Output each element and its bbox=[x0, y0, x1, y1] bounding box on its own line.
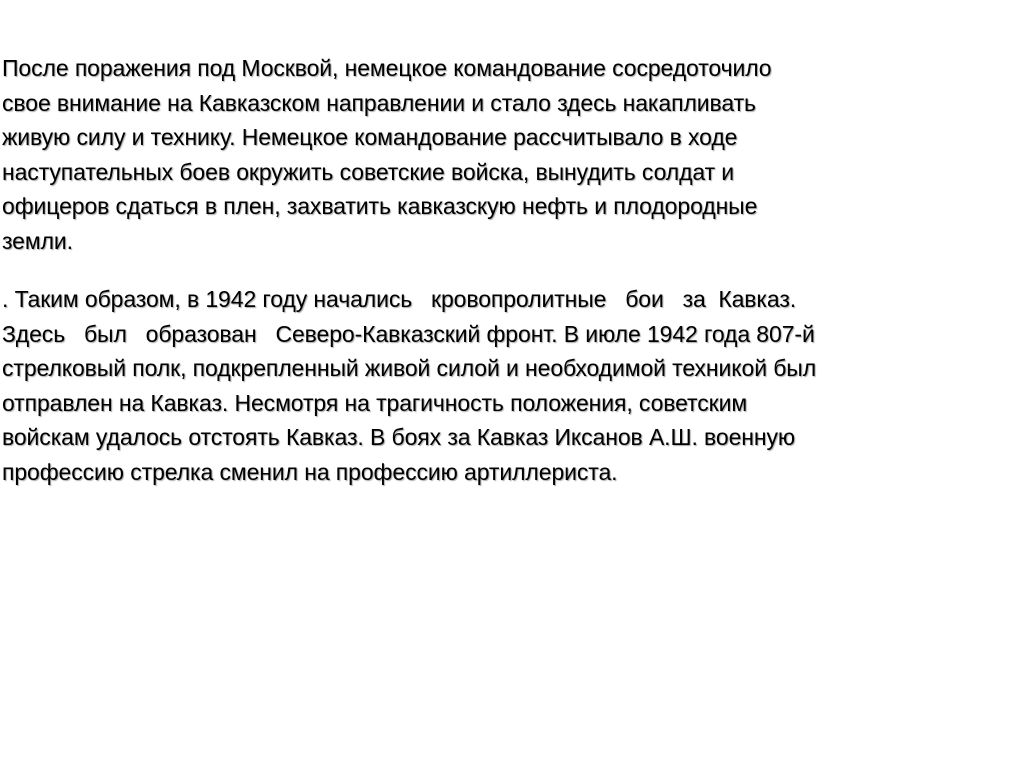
paragraph-line: . Таким образом, в 1942 году начались кровопролитные бои за Кавказ. bbox=[2, 286, 797, 312]
paragraph-line: офицеров сдаться в плен, захватить кавказскую нефть и плодородные bbox=[2, 193, 758, 219]
paragraph-2 bbox=[2, 282, 1024, 489]
paragraph-line: земли. bbox=[2, 227, 73, 254]
paragraph-line: профессию стрелка сменил на профессию артиллериста. bbox=[2, 458, 618, 485]
paragraph-line: После поражения под Москвой, немецкое командование сосредоточило bbox=[2, 55, 772, 81]
paragraph-1 bbox=[2, 51, 1024, 258]
paragraph-line: войскам удалось отстоять Кавказ. В боях за Кавказ Иксанов А.Ш. военную bbox=[2, 424, 796, 450]
paragraph-line: отправлен на Кавказ. Несмотря на трагичность положения, советским bbox=[2, 389, 748, 416]
paragraph-line: свое внимание на Кавказском направлении и стало здесь накапливать bbox=[2, 89, 756, 116]
paragraph-line: Здесь был образован Северо-Кавказский фронт. В июле 1942 года 807-й bbox=[2, 320, 815, 347]
paragraph-line: стрелковый полк, подкрепленный живой силой и необходимой техникой был bbox=[2, 355, 817, 381]
paragraph-line: живую силу и технику. Немецкое командование рассчитывало в ходе bbox=[2, 124, 738, 150]
paragraph-line: наступательных боев окружить советские войска, вынудить солдат и bbox=[2, 158, 735, 185]
